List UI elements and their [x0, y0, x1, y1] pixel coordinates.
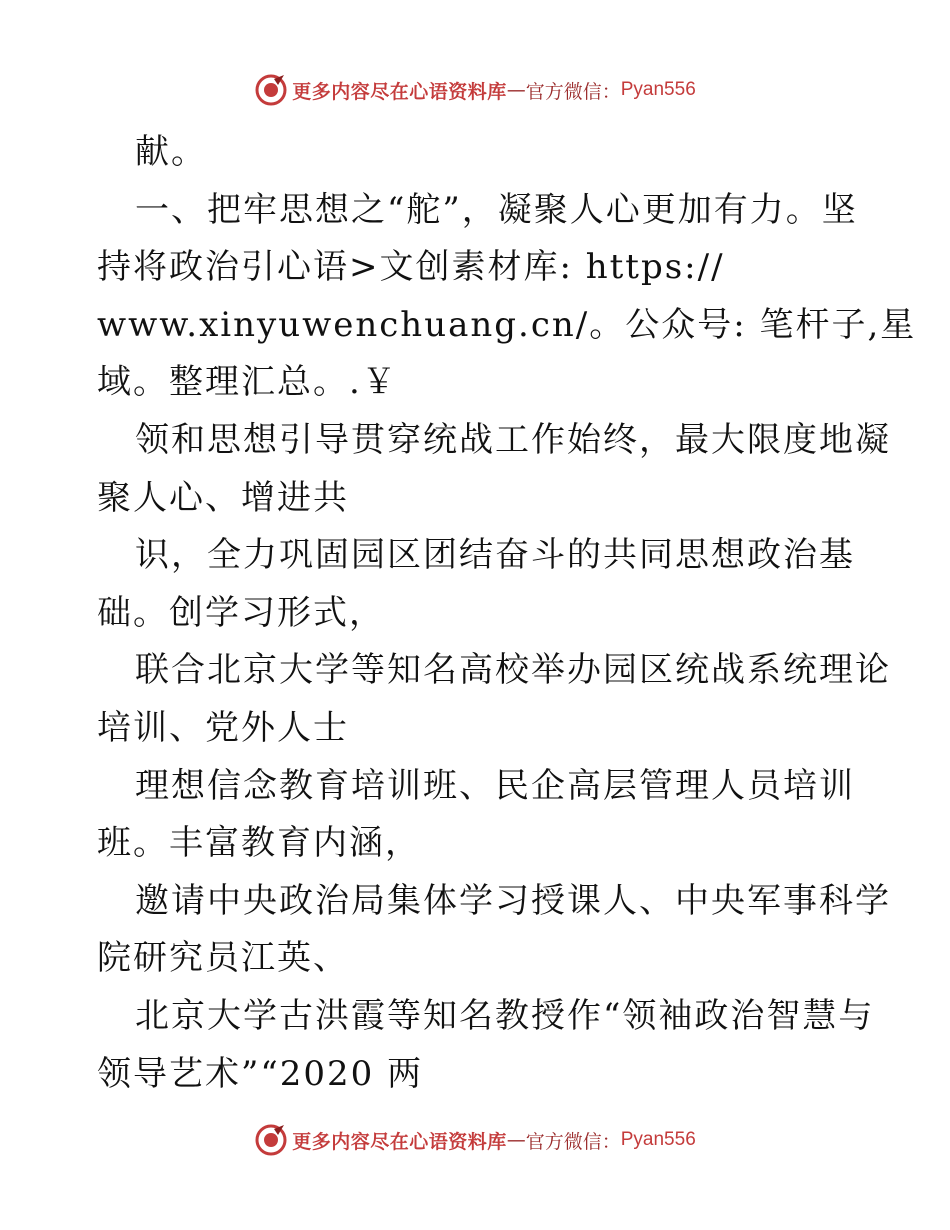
text-line: 域。整理汇总。.￥ — [97, 362, 398, 403]
banner-site-text: 更多内容尽在心语资料库 — [292, 1130, 507, 1153]
banner-wechat-id: Pyan556 — [620, 1129, 696, 1150]
text-line: 础。创学习形式， — [97, 592, 385, 633]
text-line: 理想信念教育培训班、民企高层管理人员培训 — [135, 765, 855, 806]
text-line: 培训、党外人士 — [97, 707, 349, 748]
text-line: 邀请中央政治局集体学习授课人、中央军事科学 — [135, 880, 891, 921]
text-line: 识，全力巩固园区团结奋斗的共同思想政治基 — [135, 535, 855, 576]
banner-site-text: 更多内容尽在心语资料库 — [292, 80, 507, 103]
text-line: 联合北京大学等知名高校举办园区统战系统理论 — [135, 650, 891, 691]
banner-wechat-label: 官方微信： — [525, 1130, 621, 1153]
banner-wechat-id: Pyan556 — [620, 79, 696, 100]
text-line: 院研究员江英、 — [97, 938, 349, 979]
text-line: 领和思想引导贯穿统战工作始终，最大限度地凝 — [135, 419, 891, 460]
text-line: www.xinyuwenchuang.cn/。公众号: 笔杆子,星 — [97, 304, 917, 345]
document-body — [97, 124, 917, 1103]
logo-icon — [254, 73, 288, 107]
text-line: 北京大学古洪霞等知名教授作“领袖政治智慧与 — [135, 995, 875, 1036]
text-line: 持将政治引心语>文创素材库: https:// — [97, 247, 725, 288]
text-line: 一、把牢思想之“舵”，凝聚人心更加有力。坚 — [135, 189, 858, 230]
text-line: 班。丰富教育内涵， — [97, 823, 421, 864]
banner-separator: — — [506, 1129, 526, 1151]
header-banner — [0, 70, 950, 110]
text-line: 聚人心、增进共 — [97, 477, 349, 518]
logo-icon — [254, 1123, 288, 1157]
text-line: 献。 — [135, 132, 207, 172]
banner-separator: — — [506, 79, 526, 101]
text-line: 领导艺术”“2020 两 — [97, 1053, 424, 1094]
footer-banner — [0, 1120, 950, 1160]
banner-wechat-label: 官方微信： — [525, 80, 621, 103]
